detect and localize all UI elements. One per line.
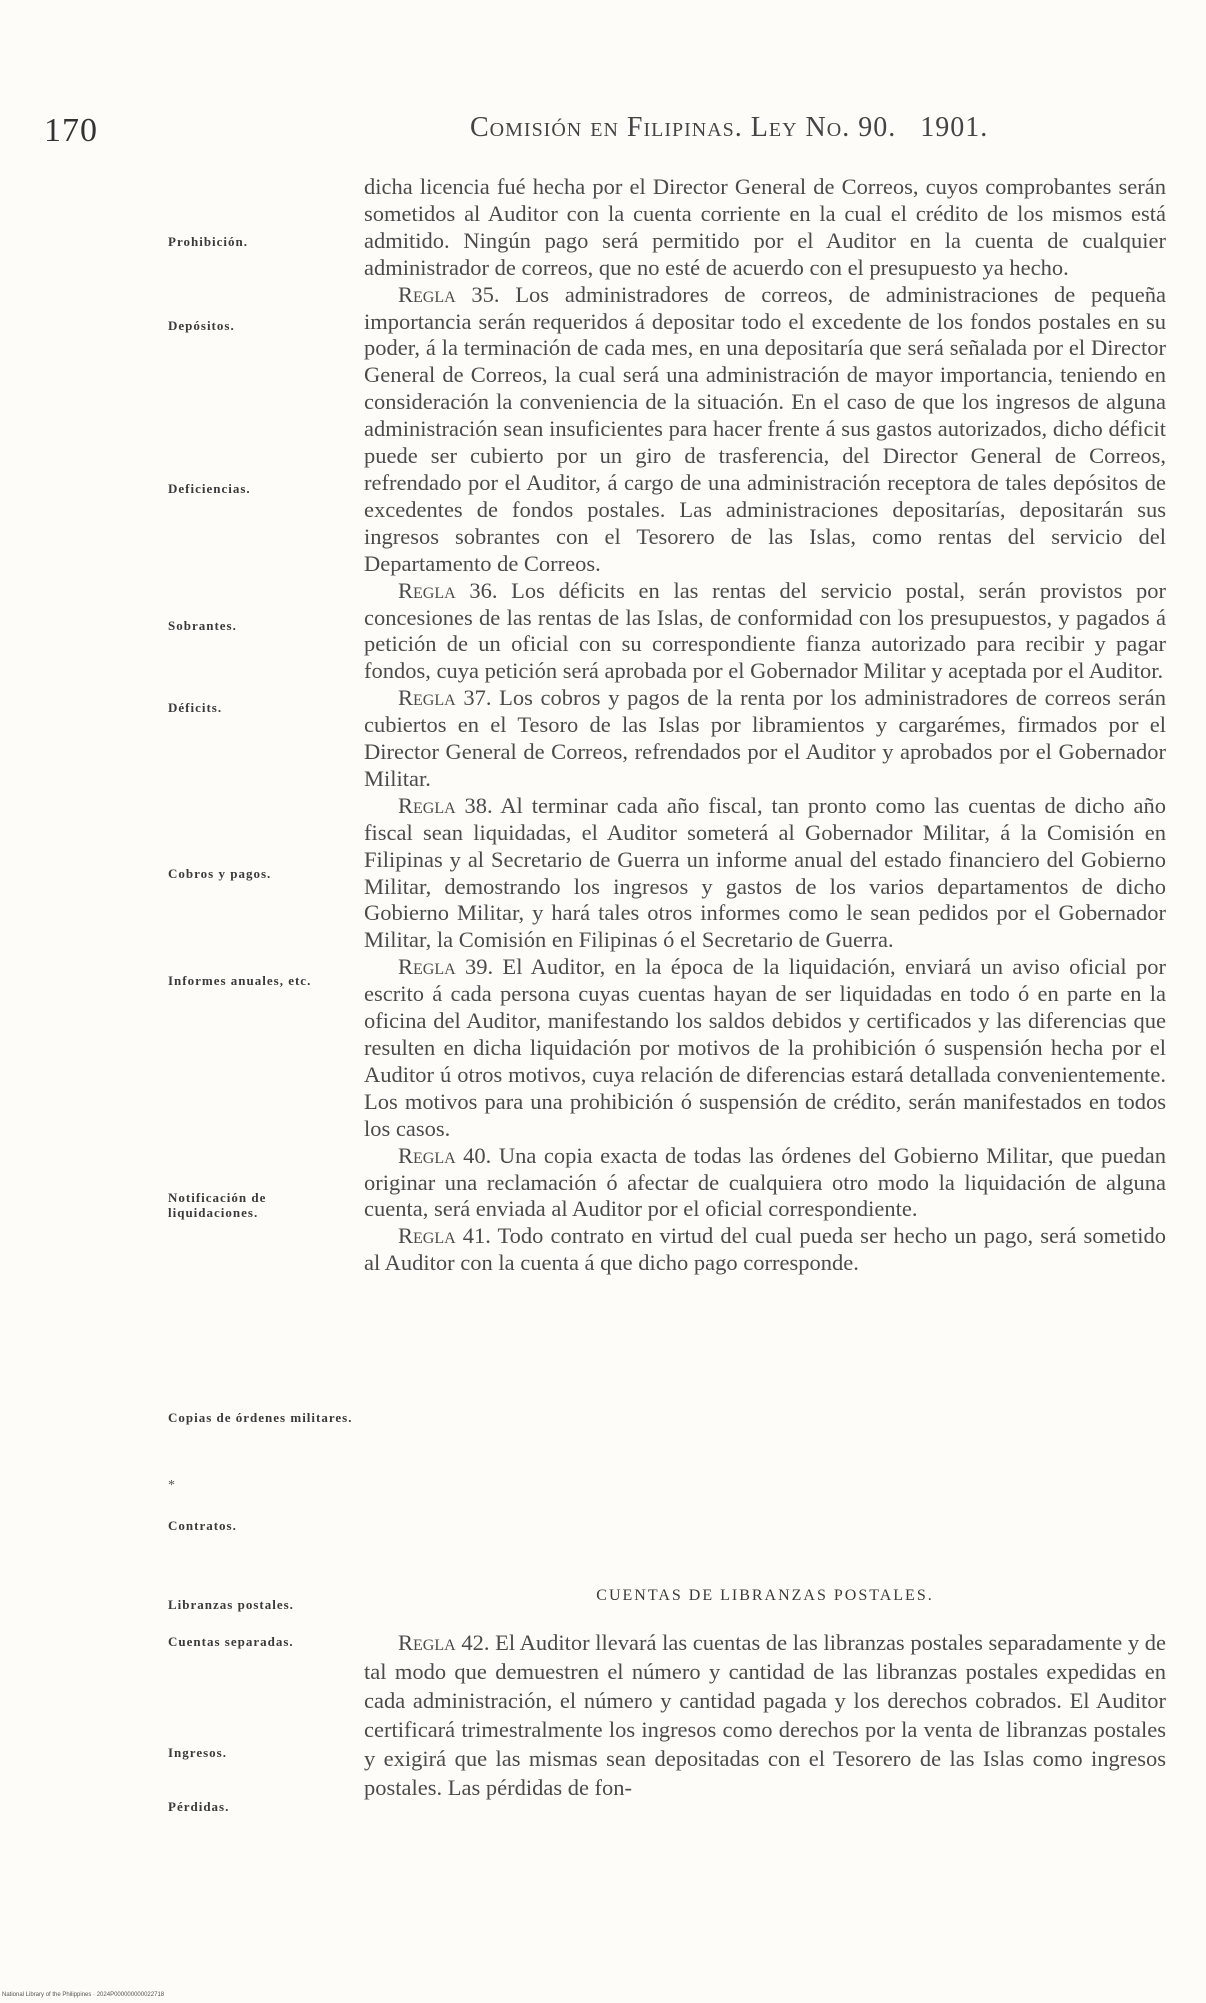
running-head-title: Comisión en Filipinas. Ley No. 90.	[470, 112, 897, 143]
margin-note-notificacion-liquidaciones: Notificación de liquidaciones.	[168, 1190, 267, 1220]
paragraph-regla-41	[364, 1223, 1166, 1277]
paragraph-text: Los déficits en las rentas del servicio postal, serán provistos por concesiones de las rentas de las Islas, de conformidad con los presupuestos, y pagados á petición de un oficial con su correspondiente fianza autorizado para recibir y pagar fondos, cuya petición será aprobada por el Gobernador Militar y aceptada por el Auditor.	[364, 577, 1167, 684]
regla-label: Regla 37.	[398, 685, 492, 711]
paragraph-text: Al terminar cada año fiscal, tan pronto como las cuentas de dicho año fiscal sean liquidadas, el Auditor someterá al Gobernador Militar, á la Comisión en Filipinas y al Secretario de Guerra un informe anual del estado financiero del Gobierno Militar, demostrando los ingresos y gastos de los varios departamentos de dicho Gobierno Militar, y hará tales otros informes como le sean pedidos por el Gobernador Militar, la Comisión en Filipinas ó el Secretario de Guerra.	[364, 792, 1166, 953]
margin-note-sobrantes: Sobrantes.	[168, 618, 237, 633]
paragraph-regla-36	[364, 578, 1166, 686]
regla-label: Regla 39.	[398, 954, 494, 980]
margin-note-deficiencias: Deficiencias.	[168, 481, 251, 496]
regla-label: Regla 42.	[398, 1630, 490, 1655]
page-number: 170	[44, 112, 98, 149]
body-text-part-2	[364, 1628, 1166, 1802]
margin-note-deficits: Déficits.	[168, 700, 223, 715]
margin-note-perdidas: Pérdidas.	[168, 1799, 230, 1814]
margin-note-contratos: Contratos.	[168, 1518, 237, 1533]
regla-label: Regla 41.	[398, 1223, 491, 1249]
paragraph-regla-39	[364, 954, 1166, 1142]
regla-label: Regla 40.	[398, 1142, 492, 1168]
regla-label: Regla 38.	[398, 792, 493, 818]
section-heading: CUENTAS DE LIBRANZAS POSTALES.	[596, 1587, 934, 1604]
paragraph-text: El Auditor llevará las cuentas de las libranzas postales separadamente y de tal modo que demuestren el número y cantidad de las libranzas postales expedidas en cada administración, el número y cantidad pagada y los derechos cobrados. El Auditor certificará trimestralmente los ingresos como derechos por la venta de libranzas postales y exigirá que las mismas sean depositadas con el Tesorero de las Islas como ingresos postales. Las pérdidas de fon-	[364, 1630, 1167, 1800]
running-head-year: 1901.	[920, 112, 989, 143]
paragraph-regla-37	[364, 685, 1166, 793]
paragraph-text: Los administradores de correos, de administraciones de pequeña importancia serán requeridos á depositar todo el excedente de los fondos postales en su poder, á la terminación de cada mes, en una depositaría que será señalada por el Director General de Correos, la cual será una administración de mayor importancia, teniendo en consideración la conveniencia de la situación. En el caso de que los ingresos de alguna administración sean insuficientes para hacer frente á sus gastos autorizados, dicho déficit puede ser cubierto por un giro de trasferencia, del Director General de Correos, refrendado por el Auditor, á cargo de una administración receptora de tales depósitos de excedentes de fondos postales. Las administraciones depositarías, depositarán sus ingresos sobrantes con el Tesorero de las Islas, como rentas del servicio del Departamento de Correos.	[364, 281, 1167, 576]
margin-note-depositos: Depósitos.	[168, 318, 235, 333]
regla-label: Regla 35.	[398, 281, 500, 307]
margin-note-copias-ordenes-militares: Copias de órdenes militares.	[168, 1410, 353, 1425]
scan-credit: National Library of the Philippines · 2024P000000000022718	[2, 1992, 165, 1998]
paragraph-regla-40	[364, 1143, 1166, 1224]
margin-note-libranzas-postales: Libranzas postales.	[168, 1597, 294, 1612]
margin-note-ingresos: Ingresos.	[168, 1745, 227, 1760]
body-text-part-1	[364, 174, 1166, 1277]
paragraph-continuation	[364, 174, 1166, 282]
paragraph-regla-38	[364, 793, 1166, 954]
paragraph-regla-35	[364, 282, 1166, 578]
paragraph-text: Los cobros y pagos de la renta por los administradores de correos serán cubiertos en el Tesoro de las Islas por libramientos y cargarémes, firmados por el Director General de Correos, refrendados por el Auditor y aprobados por el Gobernador Militar.	[364, 685, 1166, 791]
paragraph-text: El Auditor, en la época de la liquidación, enviará un aviso oficial por escrito á cada persona cuyas cuentas hayan de ser liquidadas en todo ó en parte en la oficina del Auditor, manifestando los saldos debidos y certificados y las diferencias que resulten en dicha liquidación por motivos de la prohibición ó suspensión hecha por el Auditor ú otros motivos, cuya relación de diferencias estará detallada convenientemente. Los motivos para una prohibición ó suspensión de crédito, serán manifestados en todos los casos.	[364, 954, 1166, 1141]
paragraph-text: Todo contrato en virtud del cual pueda ser hecho un pago, será sometido al Auditor con la cuenta á que dicho pago corresponde.	[364, 1223, 1166, 1276]
margin-note-prohibicion: Prohibición.	[168, 234, 249, 249]
running-head	[470, 112, 988, 144]
margin-note-informes-anuales: Informes anuales, etc.	[168, 973, 312, 988]
paragraph-regla-42	[364, 1628, 1166, 1802]
paragraph-text: dicha licencia fué hecha por el Director General de Correos, cuyos comprobantes serán sometidos al Auditor con la cuenta corriente en la cual el crédito de los mismos está admitido. Ningún pago será permitido por el Auditor en la cuenta de cualquier administrador de correos, que no esté de acuerdo con el presupuesto ya hecho.	[364, 174, 1166, 280]
margin-note-cobros-y-pagos: Cobros y pagos.	[168, 866, 272, 881]
asterisk-marker: *	[168, 1478, 175, 1493]
paragraph-text: Una copia exacta de todas las órdenes del Gobierno Militar, que puedan originar una reclamación ó afectar de cualquiera otro modo la liquidación de alguna cuenta, será enviada al Auditor por el oficial correspondiente.	[364, 1142, 1166, 1222]
margin-note-cuentas-separadas: Cuentas separadas.	[168, 1634, 294, 1649]
regla-label: Regla 36.	[398, 577, 498, 603]
